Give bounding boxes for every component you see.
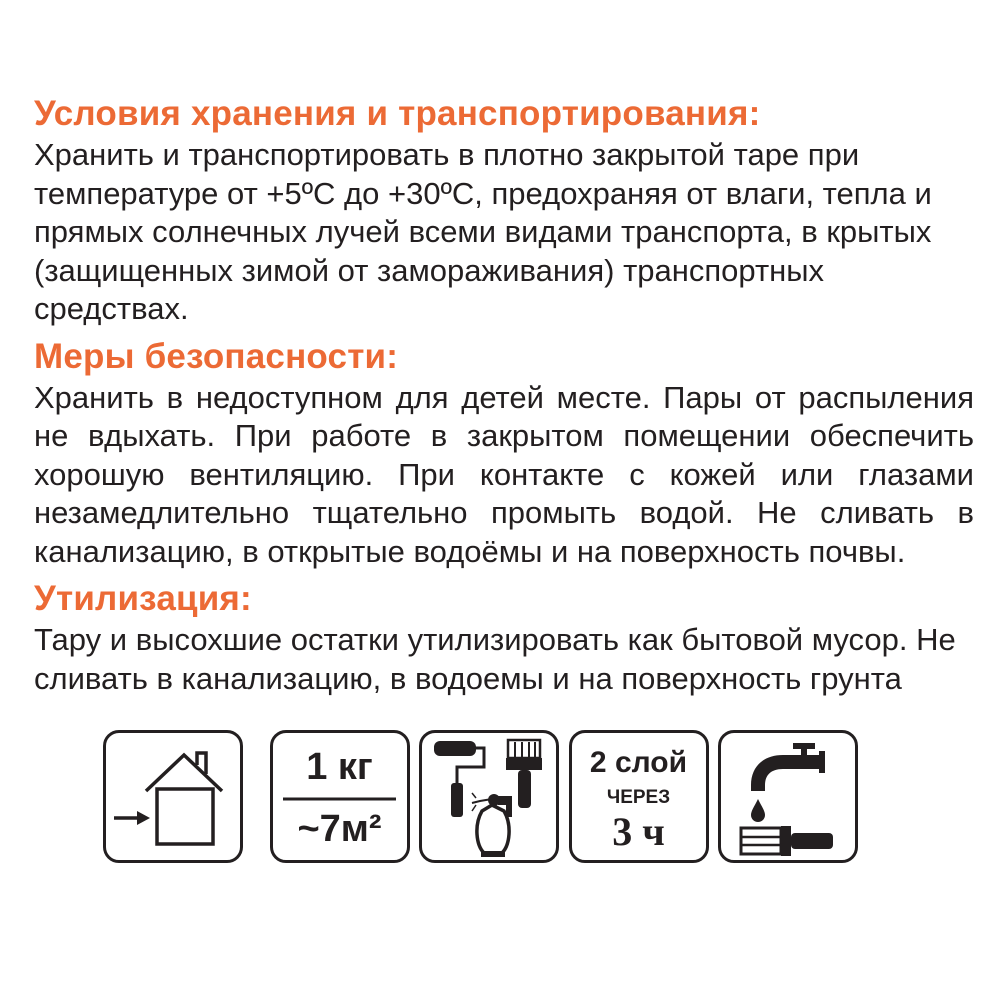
disposal-line: Тару и высохшие остатки утилизировать как бытовой мусор. Не <box>34 622 956 657</box>
disposal-heading: Утилизация: <box>34 579 252 618</box>
storage-text <box>34 136 974 329</box>
storage-line: (защищенных зимой от замораживания) транспортных <box>34 252 825 288</box>
layers-interval-time: 3 ч <box>612 809 665 854</box>
storage-line: средствах. <box>34 291 189 326</box>
coverage-amount: 1 кг <box>306 746 373 788</box>
layers-interval-label: ЧЕРЕЗ <box>606 787 671 808</box>
safety-text: Хранить в недоступном для детей месте. Пары от распыления не вдыхать. При работе в закрытом помещении обеспечить хорошую вентиляцию. При контакте с кожей или глазами незамедлительно тщательно промыть водой. Не сливать в канализацию, в открытые водоёмы и на поверхность почвы. <box>34 379 974 569</box>
application-tools-icon <box>419 730 559 863</box>
usage-icons-row <box>103 730 848 865</box>
indoor-use-icon <box>103 730 243 863</box>
disposal-text <box>34 621 974 698</box>
info-content <box>34 92 974 704</box>
storage-line: прямых солнечных лучей всеми видами транспорта, в крытых <box>34 214 932 249</box>
safety-heading: Меры безопасности: <box>34 336 399 376</box>
disposal-line: сливать в канализацию, в водоемы и на поверхность грунта <box>34 660 902 696</box>
storage-heading: Условия хранения и транспортирования: <box>34 94 761 133</box>
storage-line: Хранить и транспортировать в плотно закрытой таре при <box>34 137 860 172</box>
recoat-time-icon <box>569 730 709 863</box>
storage-line: температуре от +5ºС до +30ºС, предохраняя от влаги, тепла и <box>34 175 932 211</box>
coverage-area: ~7м² <box>297 808 382 850</box>
coverage-rate-icon <box>270 730 410 863</box>
layers-count: 2 слой <box>589 746 688 779</box>
wash-tools-with-water-icon <box>718 730 858 863</box>
